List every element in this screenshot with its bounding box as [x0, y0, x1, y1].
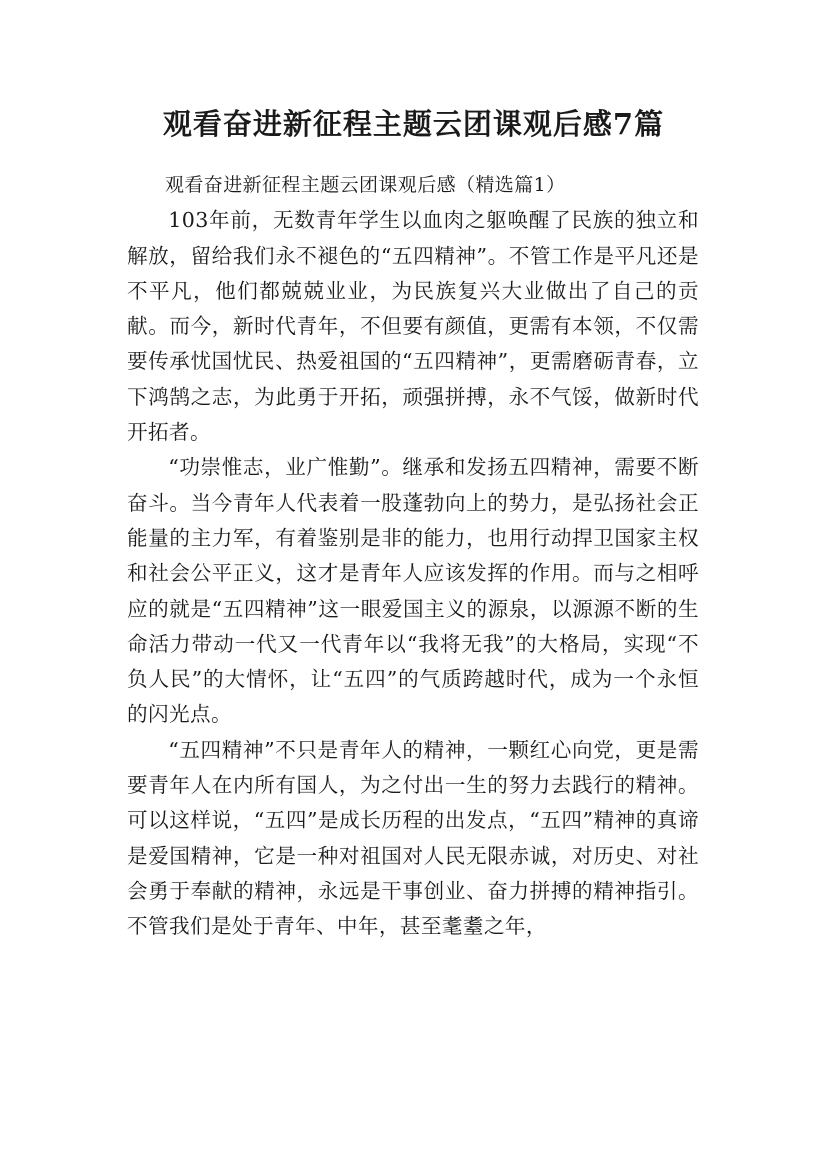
section-subtitle: 观看奋进新征程主题云团课观后感（精选篇1） [165, 174, 566, 196]
document-title: 观看奋进新征程主题云团课观后感7篇 [162, 107, 665, 141]
paragraph-2: “功崇惟志，业广惟勤”。继承和发扬五四精神，需要不断奋斗。当今青年人代表着一股蓬勃向上的势力，是弘扬社会正能量的主力军，有着鉴别是非的能力，也用行动捍卫国家主权和社会公平正义，这才是青年人应该发挥的作用。而与之相呼应的就是“五四精神”这一眼爱国主义的源泉，以源源不断的生命活力带动一代又一代青年以“我将无我”的大格局，实现“不负人民”的大情怀，让“五四”的气质跨越时代，成为一个永恒的闪光点。 [127, 455, 699, 727]
paragraph-3: “五四精神”不只是青年人的精神，一颗红心向党，更是需要青年人在内所有国人，为之付出一生的努力去践行的精神。可以这样说，“五四”是成长历程的出发点，“五四”精神的真谛是爱国精神，它是一种对祖国对人民无限赤诚，对历史、对社会勇于奉献的精神，永远是干事创业、奋力拼搏的精神指引。不管我们是处于青年、中年，甚至耄耋之年， [127, 737, 699, 939]
document-body [127, 168, 699, 945]
paragraph-1: 103年前，无数青年学生以血肉之躯唤醒了民族的独立和解放，留给我们永不褪色的“五四精神”。不管工作是平凡还是不平凡，他们都兢兢业业，为民族复兴大业做出了自己的贡献。而今，新时代青年，不但要有颜值，更需有本领，不仅需要传承忧国忧民、热爱祖国的“五四精神”，更需磨砺青春，立下鸿鹄之志，为此勇于开拓，顽强拼搏，永不气馁，做新时代开拓者。 [127, 208, 699, 445]
